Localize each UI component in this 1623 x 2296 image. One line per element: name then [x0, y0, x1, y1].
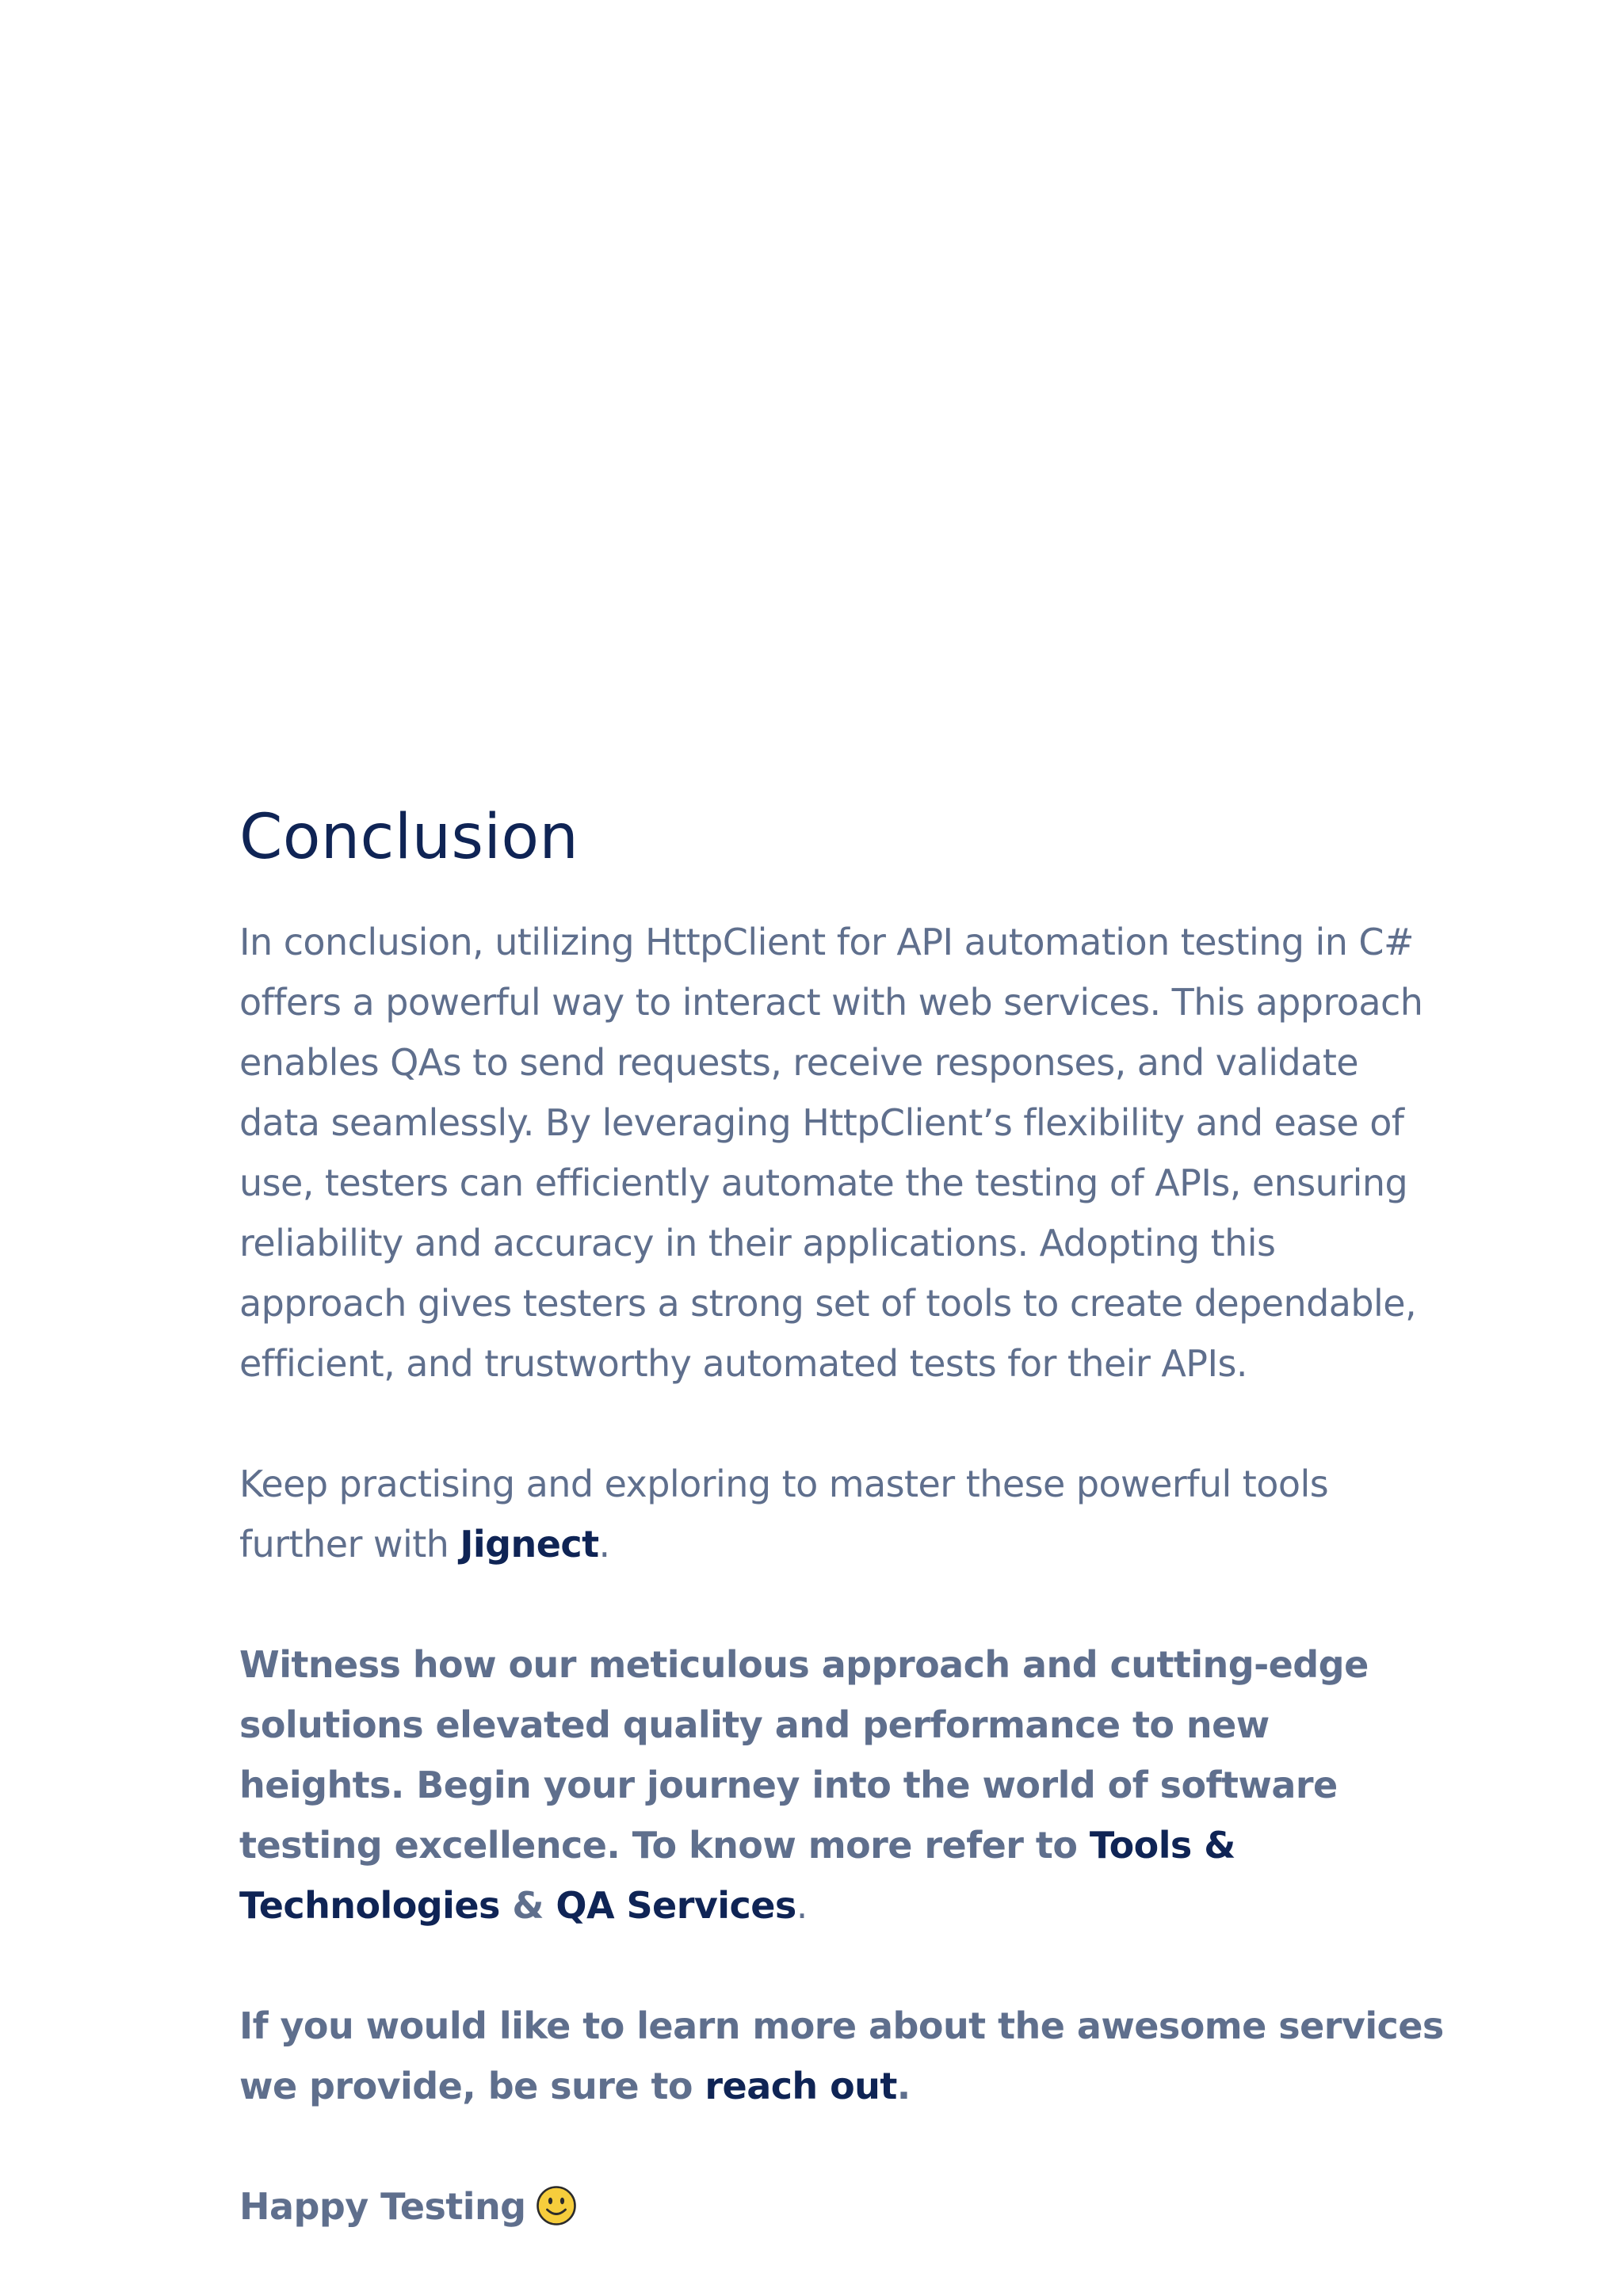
qa-services-link[interactable]: QA Services: [556, 1884, 796, 1927]
services-separator: &: [499, 1884, 556, 1927]
conclusion-paragraph: In conclusion, utilizing HttpClient for API automation testing in C# offers a powerful way to interact with web services. This approach enables QAs to send requests, receive responses, and validate data seamlessly. By leveraging HttpClient’s flexibility and ease of use, testers can efficiently automate the testing of APIs, ensuring reliability and accuracy in their applications. Adopting this approach gives testers a strong set of tools to create dependable, efficient, and trustworthy automated tests for their APIs.: [239, 921, 1423, 1385]
smiley-face-emoji-icon: [536, 2185, 577, 2226]
tools-technologies-link[interactable]: Tools & Technologies: [239, 1824, 1235, 1927]
reach-out-link[interactable]: reach out: [705, 2065, 897, 2107]
closing-text: Happy Testing: [239, 2185, 526, 2228]
services-suffix: .: [796, 1884, 808, 1927]
paragraph-spacer: [239, 2116, 1444, 2176]
practice-paragraph: [239, 1454, 1444, 1574]
closing-line: [239, 2176, 1444, 2237]
jignect-link[interactable]: Jignect: [460, 1523, 599, 1566]
contact-paragraph: [239, 1996, 1444, 2116]
paragraph-spacer: [239, 1574, 1444, 1634]
practice-text: Keep practising and exploring to master these powerful tools further with: [239, 1463, 1329, 1566]
article-conclusion: [239, 784, 1444, 2237]
paragraph-spacer: [239, 1936, 1444, 1996]
contact-suffix: .: [896, 2065, 911, 2107]
services-text: Witness how our meticulous approach and cutting-edge solutions elevated quality and performance to new heights. Begin your journey into the world of software testing excellence. To know more refer to: [239, 1643, 1369, 1867]
paragraph-spacer: [239, 1394, 1444, 1454]
services-paragraph: [239, 1634, 1444, 1936]
section-heading: Conclusion: [239, 802, 579, 873]
contact-text: If you would like to learn more about the awesome services we provide, be sure to: [239, 2004, 1444, 2107]
practice-suffix: .: [598, 1523, 610, 1566]
